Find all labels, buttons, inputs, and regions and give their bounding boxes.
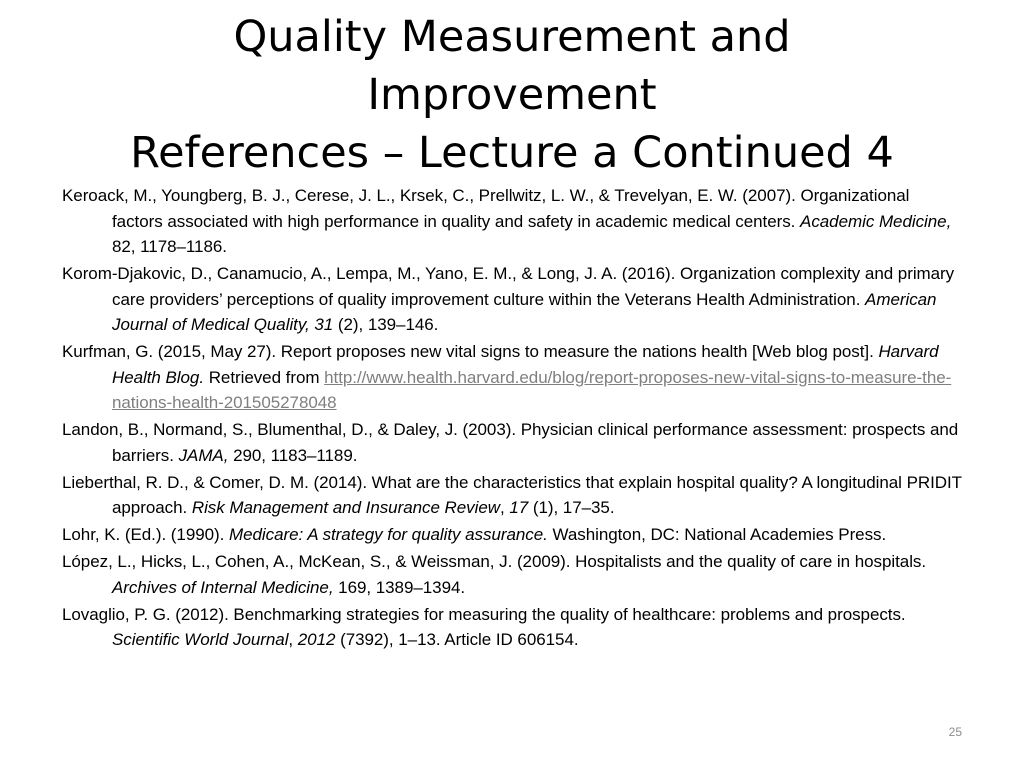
reference-details: 82, 1178–1186. xyxy=(112,237,227,256)
reference-text: López, L., Hicks, L., Cohen, A., McKean, S., & Weissman, J. (2009). Hospitalists and the quality of care in hospitals. xyxy=(62,552,927,571)
reference-lovaglio xyxy=(62,602,962,653)
reference-volume: 17 xyxy=(509,498,529,517)
title-line-1: Quality Measurement and xyxy=(233,12,791,62)
title-line-3: References – Lecture a Continued 4 xyxy=(130,128,894,178)
reference-volume: 2012 xyxy=(297,630,336,649)
reference-text: Kurfman, G. (2015, May 27). Report proposes new vital signs to measure the nations health [Web blog post]. xyxy=(62,342,879,361)
reference-details: (1), 17–35. xyxy=(528,498,615,517)
reference-separator: , xyxy=(499,498,510,517)
reference-korom-djakovic xyxy=(62,261,962,338)
reference-text: Lohr, K. (Ed.). (1990). xyxy=(62,525,229,544)
reference-source: Harvard Health Blog. xyxy=(112,342,939,387)
page-number: 25 xyxy=(948,725,962,739)
reference-source: Scientific World Journal xyxy=(112,630,289,649)
reference-details: Washington, DC: National Academies Press. xyxy=(547,525,887,544)
reference-details: (2), 139–146. xyxy=(333,315,439,334)
reference-keroack xyxy=(62,183,962,260)
reference-source: American Journal of Medical Quality, 31 xyxy=(112,289,937,334)
reference-lieberthal xyxy=(62,470,962,521)
reference-text: Korom-Djakovic, D., Canamucio, A., Lempa, M., Yano, E. M., & Long, J. A. (2016). Organization complexity and primary care providers’ perceptions of quality improvement culture within the Veterans Health Administration. xyxy=(62,264,955,309)
reference-list xyxy=(62,183,962,653)
reference-text: Lovaglio, P. G. (2012). Benchmarking strategies for measuring the quality of healthcare: problems and prospects. xyxy=(62,604,906,624)
reference-details: 169, 1389–1394. xyxy=(333,577,466,597)
title-line-2: Improvement xyxy=(367,70,657,120)
reference-details: Retrieved from xyxy=(204,367,325,387)
reference-source: Academic Medicine, xyxy=(800,211,952,231)
reference-details: 290, 1183–1189. xyxy=(228,445,358,465)
reference-lopez xyxy=(62,549,962,600)
reference-landon xyxy=(62,417,962,468)
reference-link[interactable]: http://www.health.harvard.edu/blog/report-proposes-new-vital-signs-to-measure-the-nations-health-201505278048 xyxy=(112,367,952,412)
reference-details: (7392), 1–13. Article ID 606154. xyxy=(335,630,579,649)
reference-text: Lieberthal, R. D., & Comer, D. M. (2014). What are the characteristics that explain hospital quality? A longitudinal PRIDIT approach. xyxy=(62,472,962,517)
reference-text: Landon, B., Normand, S., Blumenthal, D., & Daley, J. (2003). Physician clinical performance assessment: prospects and barriers. xyxy=(62,420,959,465)
reference-source: Risk Management and Insurance Review xyxy=(191,498,500,517)
reference-source: JAMA, xyxy=(178,445,229,465)
reference-kurfman xyxy=(62,339,962,416)
slide-title xyxy=(20,8,1004,182)
reference-source: Medicare: A strategy for quality assurance. xyxy=(229,525,548,544)
reference-separator: , xyxy=(288,630,298,649)
reference-source: Archives of Internal Medicine, xyxy=(112,577,334,597)
reference-text: Keroack, M., Youngberg, B. J., Cerese, J. L., Krsek, C., Prellwitz, L. W., & Trevelyan, E. W. (2007). Organizational factors associated with high performance in quality and safety in academic medical centers. xyxy=(62,186,910,231)
reference-lohr xyxy=(62,522,962,548)
